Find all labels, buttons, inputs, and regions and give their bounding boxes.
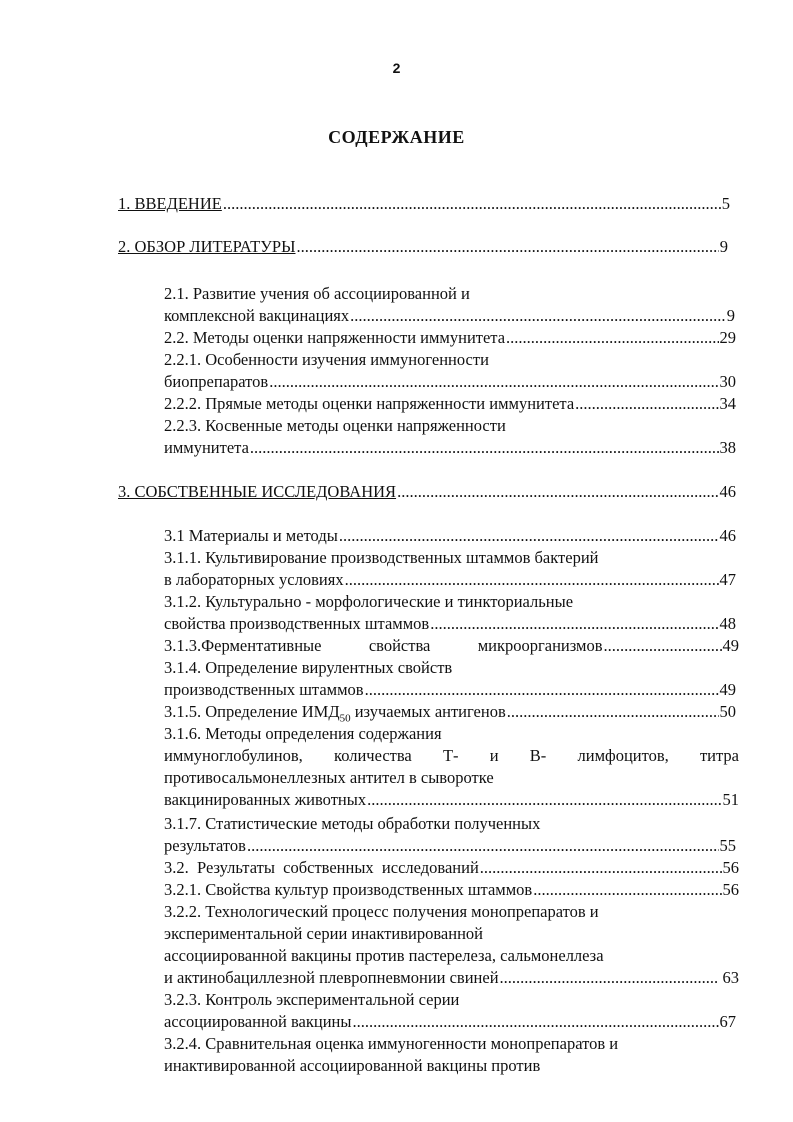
toc-entry-introduction[interactable]: [118, 193, 730, 215]
toc-entry-text: 2. ОБЗОР ЛИТЕРАТУРЫ: [118, 237, 296, 256]
dot-leader: [604, 635, 722, 657]
toc-entry-text: 3.2.4. Сравнительная оценка иммуногенности монопрепаратов и: [164, 1034, 619, 1053]
toc-entry-text: 3.1.2. Культурально - морфологические и тинкториальные: [164, 592, 574, 611]
toc-entry-page: 34: [719, 394, 736, 413]
toc-entry-text: в лабораторных условиях: [164, 570, 344, 589]
toc-entry-3-1-5[interactable]: [164, 701, 736, 723]
dot-leader: [350, 305, 726, 327]
toc-entry-text: ассоциированной вакцины против пастерелеза, сальмонеллеза: [164, 946, 604, 965]
toc-entry-page: 30: [719, 372, 736, 391]
toc-entry-page: 51: [722, 790, 739, 809]
dot-leader: [430, 613, 718, 635]
toc-entry-3-2[interactable]: [164, 857, 739, 879]
toc-entry-text: свойства производственных штаммов: [164, 614, 430, 633]
toc-entry-page: 5: [721, 194, 730, 213]
toc-entry-3-1-2[interactable]: [164, 613, 736, 635]
toc-entry-text-part: 3.1.5. Определение ИМД: [164, 702, 340, 721]
toc-entry-3-1-7[interactable]: [164, 835, 736, 857]
toc-entry-text: биопрепаратов: [164, 372, 269, 391]
toc-entry-page: 46: [719, 482, 736, 501]
toc-entry-page: 63: [718, 968, 739, 987]
toc-entry-text: 3.1.6. Методы определения содержания: [164, 724, 442, 743]
toc-entry-page: 56: [722, 858, 739, 877]
dot-leader: [575, 393, 718, 415]
toc-entry-text: 2.1. Развитие учения об ассоциированной и: [164, 284, 470, 303]
toc-entry-text: 2.2.3. Косвенные методы оценки напряженности: [164, 416, 506, 435]
word: иммуноглобулинов,: [164, 746, 303, 765]
word: титра: [699, 746, 739, 765]
toc-entry-text: производственных штаммов: [164, 680, 364, 699]
dot-leader: [297, 236, 719, 258]
toc-entry-text: и актинобациллезной плевропневмонии свиней: [164, 968, 499, 987]
toc-entry-text: 3.1.7. Статистические методы обработки полученных: [164, 814, 541, 833]
toc-entry-own-research[interactable]: [118, 481, 736, 503]
dot-leader: [500, 967, 718, 989]
dot-leader: [507, 701, 719, 723]
dot-leader: [339, 525, 719, 547]
toc-entry-page: 49: [719, 680, 736, 699]
toc-entry-text: микроорганизмов: [477, 636, 603, 655]
toc-entry-3-1[interactable]: [164, 525, 736, 547]
toc-entry-text: свойства: [368, 636, 431, 655]
toc-entry-text: 3.1.1. Культивирование производственных штаммов бактерий: [164, 548, 599, 567]
toc-entry-2-2-1[interactable]: [164, 371, 736, 393]
toc-entry-page: 47: [719, 570, 736, 589]
dot-leader: [223, 193, 721, 215]
word: и: [489, 746, 499, 765]
toc-entry-page: 29: [719, 328, 736, 347]
toc-entry-page: 49: [722, 636, 740, 655]
dot-leader: [352, 1011, 718, 1033]
toc-entry-text: 2.2.2. Прямые методы оценки напряженности иммунитета: [164, 394, 575, 413]
toc-entry-text: 3.1.3.Ферментативные: [164, 636, 322, 655]
dot-leader: [397, 481, 718, 503]
toc-entry-2-2-2[interactable]: [164, 393, 736, 415]
toc-entry-page: 46: [719, 526, 736, 545]
dot-leader: [345, 569, 719, 591]
dot-leader: [506, 327, 718, 349]
toc-entry-2-2-3[interactable]: [164, 437, 736, 459]
toc-entry-page: 55: [719, 836, 736, 855]
toc-entry-3-2-2[interactable]: [164, 967, 739, 989]
toc-entry-text: результатов: [164, 836, 246, 855]
toc-entry-text-part: изучаемых антигенов: [350, 702, 506, 721]
word: лимфоцитов,: [577, 746, 669, 765]
toc-entry-text: 3.1.4. Определение вирулентных свойств: [164, 658, 453, 677]
dot-leader: [367, 789, 721, 811]
toc-entry-text: 3.2. Результаты собственных исследований: [164, 858, 479, 877]
toc-entry-text: экспериментальной серии инактивированной: [164, 924, 483, 943]
word: В-: [529, 746, 547, 765]
toc-entry-3-2-1[interactable]: [164, 879, 739, 901]
toc-entry-text: противосальмонеллезных антител в сыворотке: [164, 768, 494, 787]
toc-entry-text: 3.2.2. Технологический процесс получения монопрепаратов и: [164, 902, 599, 921]
toc-entry-2-1[interactable]: [164, 305, 735, 327]
toc-entry-3-2-3[interactable]: [164, 1011, 736, 1033]
word: Т-: [442, 746, 459, 765]
toc-entry-text: 2.2.1. Особенности изучения иммуногенности: [164, 350, 489, 369]
page-number: 2: [392, 60, 401, 76]
toc-title: СОДЕРЖАНИЕ: [328, 127, 465, 147]
toc-entry-text: ассоциированной вакцины: [164, 1012, 352, 1031]
toc-entry-page: 9: [726, 306, 735, 325]
dot-leader: [269, 371, 718, 393]
toc-entry-text: 1. ВВЕДЕНИЕ: [118, 194, 222, 213]
toc-entry-3-1-6[interactable]: [164, 789, 739, 811]
toc-entry-justified-line: [164, 745, 739, 767]
toc-entry-literature-review[interactable]: [118, 236, 728, 258]
toc-entry-2-2[interactable]: [164, 327, 736, 349]
toc-entry-text: 2.2. Методы оценки напряженности иммунитета: [164, 328, 506, 347]
toc-entry-page: 38: [719, 438, 736, 457]
toc-entry-page: 50: [719, 702, 736, 721]
toc-entry-3-1-1[interactable]: [164, 569, 736, 591]
word: количества: [334, 746, 412, 765]
toc-entry-text: вакцинированных животных: [164, 790, 367, 809]
toc-entry-page: 67: [719, 1012, 736, 1031]
toc-entry-text: иммунитета: [164, 438, 249, 457]
toc-entry-3-1-3[interactable]: [164, 635, 739, 657]
toc-entry-text: 3.2.1. Свойства культур производственных штаммов: [164, 880, 533, 899]
toc-entry-3-1-4[interactable]: [164, 679, 736, 701]
toc-entry-text: 3. СОБСТВЕННЫЕ ИССЛЕДОВАНИЯ: [118, 482, 397, 501]
toc-entry-page: 56: [722, 880, 739, 899]
toc-entry-page: 9: [719, 237, 728, 256]
dot-leader: [533, 879, 721, 901]
dot-leader: [480, 857, 722, 879]
toc-entry-text: 3.2.3. Контроль экспериментальной серии: [164, 990, 460, 1009]
toc-entry-text: 3.1 Материалы и методы: [164, 526, 338, 545]
dot-leader: [247, 835, 719, 857]
toc-entry-page: 48: [719, 614, 736, 633]
toc-entry-text: инактивированной ассоциированной вакцины против: [164, 1056, 541, 1075]
toc-entry-text: комплексной вакцинациях: [164, 306, 350, 325]
dot-leader: [250, 437, 719, 459]
dot-leader: [365, 679, 719, 701]
subscript: 50: [339, 712, 351, 725]
